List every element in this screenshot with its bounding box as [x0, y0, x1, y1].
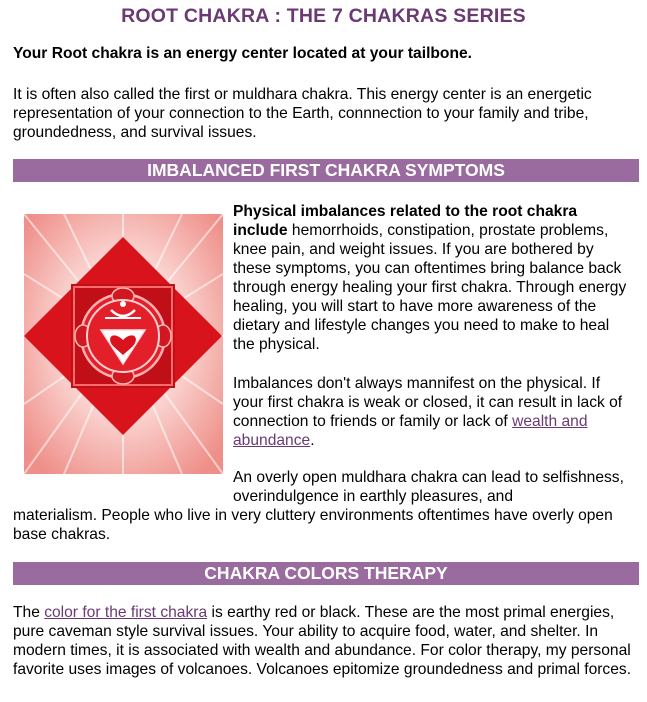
- symptoms-text-1: hemorrhoids, constipation, prostate problems, knee pain, and weight issues. If you are bothered by these symptoms, you can oftentimes bring balance back through energy healing your first chakra. Through energy healing, you will start to have more awareness of the dietary and lifestyle changes you need to make to heal the physical.: [233, 222, 627, 353]
- symptoms-text-2: Imbalances don't always mannifest on the physical. If your first chakra is weak or closed, it can result in lack of connection to friends or family or lack of: [233, 375, 623, 430]
- symptoms-paragraph-1: [233, 202, 633, 354]
- symptoms-paragraph-3-line2: materialism. People who live in very cluttery environments oftentimes have overly open base chakras.: [13, 507, 613, 543]
- symptoms-paragraph-2: [233, 374, 633, 450]
- intro-text: It is often also called the first or muldhara chakra. This energy center is an energetic representation of your connection to the Earth, connnection to your family and tribe, groundedness, and survival issues.: [13, 86, 592, 141]
- intro-strong: Your Root chakra is an energy center located at your tailbone.: [13, 45, 472, 62]
- root-chakra-symbol-icon: [24, 214, 223, 474]
- wealth-abundance-link[interactable]: wealth and abundance: [233, 413, 588, 449]
- symptoms-paragraph-3-line1: An overly open muldhara chakra can lead to selfishness, overindulgence in earthly pleasures, and: [233, 469, 624, 505]
- section-heading-symptoms: IMBALANCED FIRST CHAKRA SYMPTOMS: [13, 159, 639, 182]
- colors-text-post: is earthy red or black. These are the most primal energies, pure caveman style survival issues. Your ability to acquire food, water, and shelter. In modern times, it is associated with wealth and abundance. For color therapy, my personal favorite uses images of volcanoes. Volcanoes epitomize groundedness and primal forces.: [13, 604, 632, 678]
- root-chakra-image: [24, 214, 223, 474]
- first-chakra-color-link[interactable]: color for the first chakra: [44, 604, 208, 621]
- symptoms-text-2-end: .: [310, 432, 315, 449]
- colors-paragraph: [13, 603, 633, 679]
- symptoms-bold-lead: Physical imbalances related to the root chakra include: [233, 203, 578, 239]
- colors-text-pre: The: [13, 604, 45, 621]
- page-title: ROOT CHAKRA : THE 7 CHAKRAS SERIES: [121, 5, 526, 27]
- section-heading-colors: CHAKRA COLORS THERAPY: [13, 562, 639, 585]
